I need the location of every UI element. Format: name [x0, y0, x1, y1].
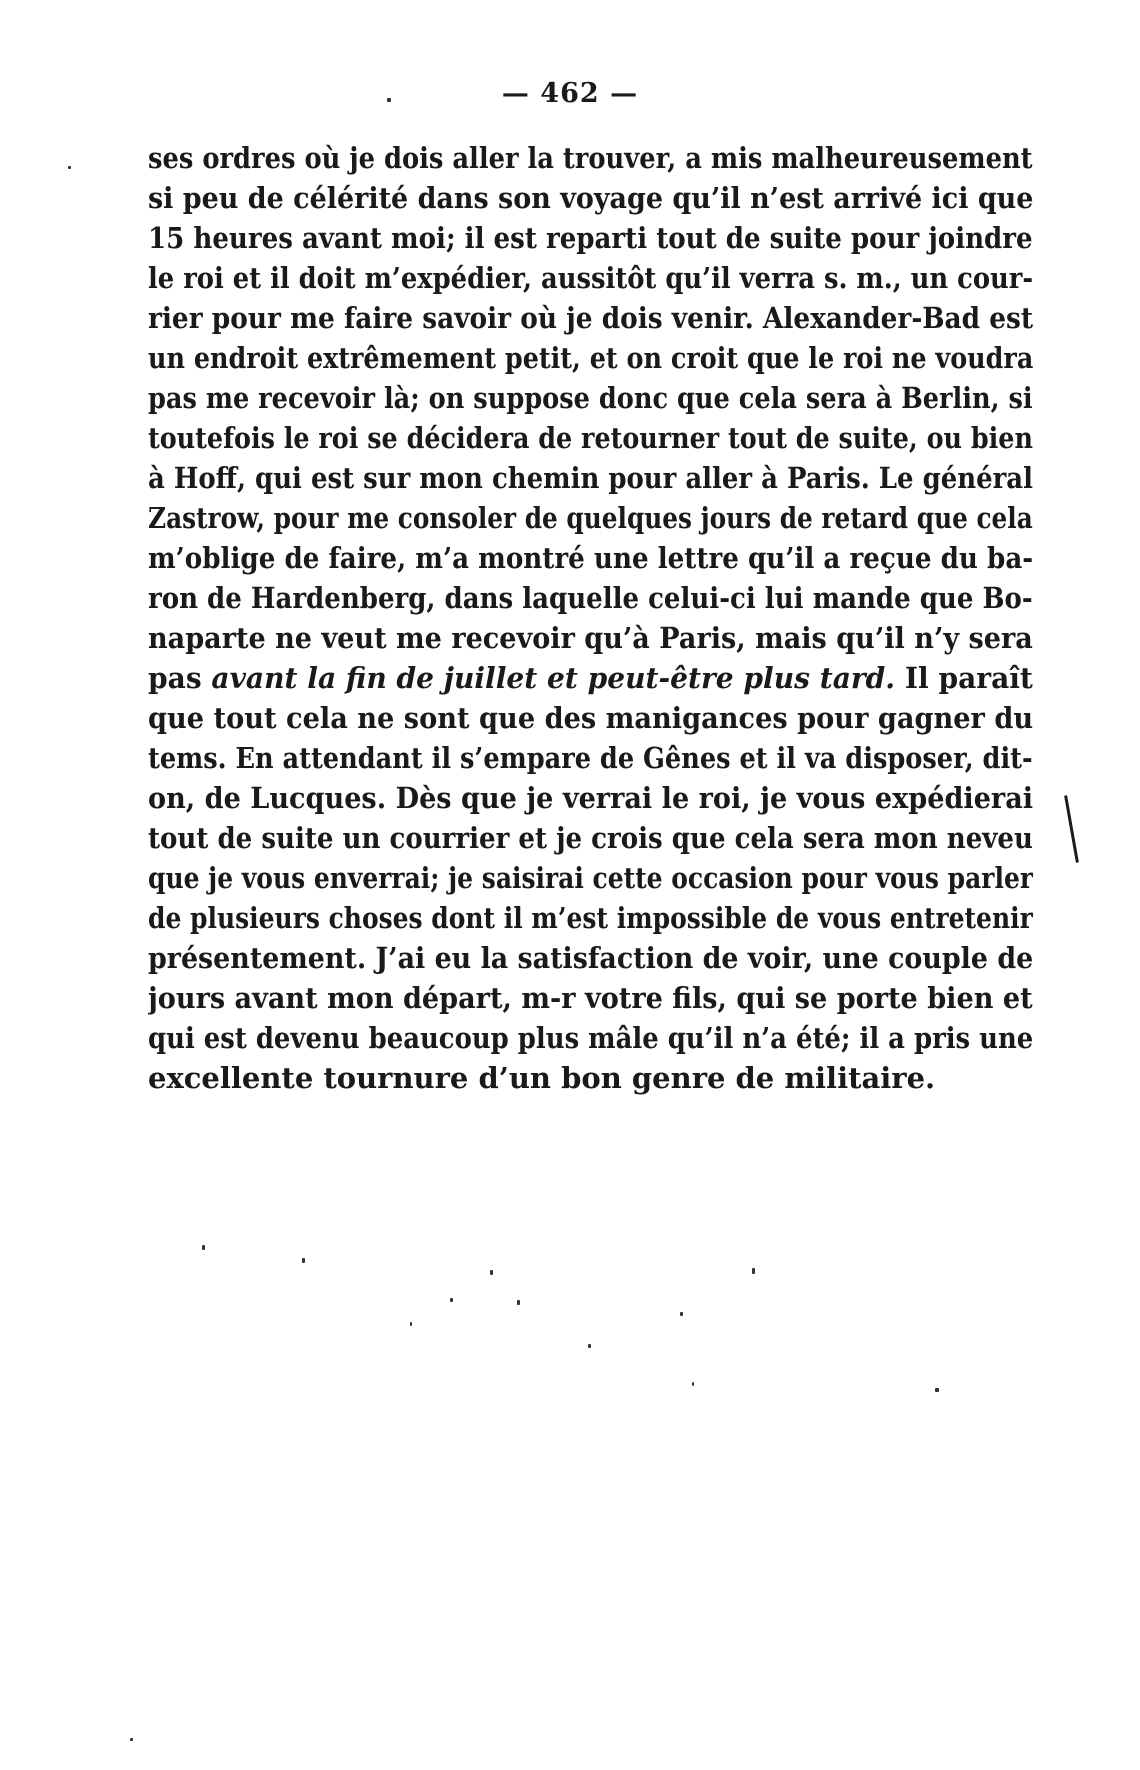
- print-speck: [752, 1268, 755, 1274]
- text-line: 15 heures avant moi; il est reparti tout de suite pour joindre: [148, 221, 1033, 255]
- print-speck: [450, 1298, 453, 1302]
- text-line: un endroit extrêmement petit, et on croit que le roi ne voudra: [148, 341, 1033, 375]
- text-line: [148, 658, 1033, 698]
- page-number: — 462 —: [501, 78, 639, 109]
- print-speck: [680, 1312, 683, 1316]
- print-speck: [935, 1388, 939, 1392]
- text-segment: pas: [148, 661, 212, 695]
- print-speck: [517, 1300, 520, 1305]
- text-line: tout de suite un courrier et je crois que cela sera mon neveu: [148, 821, 1033, 855]
- text-line: présentement. J’ai eu la satisfaction de voir, une couple de: [148, 941, 1033, 975]
- text-line: naparte ne veut me recevoir qu’à Paris, mais qu’il n’y sera: [148, 621, 1033, 655]
- text-line: toutefois le roi se décidera de retourner tout de suite, ou bien: [148, 421, 1033, 455]
- text-line: Zastrow, pour me consoler de quelques jours de retard que cela: [148, 501, 1033, 535]
- text-line: qui est devenu beaucoup plus mâle qu’il n’a été; il a pris une: [148, 1021, 1033, 1055]
- print-speck: [68, 166, 71, 169]
- italic-phrase: avant la fin de juillet et peut-être plus tard.: [211, 661, 896, 695]
- text-line: ses ordres où je dois aller la trouver, a mis malheureusement: [148, 141, 1033, 175]
- text-line: si peu de célérité dans son voyage qu’il n’est arrivé ici que: [148, 181, 1033, 215]
- body-text: [148, 138, 1033, 1098]
- print-speck: [588, 1344, 591, 1348]
- text-line: de plusieurs choses dont il m’est impossible de vous entretenir: [148, 901, 1033, 935]
- text-line: on, de Lucques. Dès que je verrai le roi, je vous expédierai: [148, 781, 1033, 815]
- text-line: que tout cela ne sont que des manigances pour gagner du: [148, 701, 1033, 735]
- text-line: à Hoff, qui est sur mon chemin pour aller à Paris. Le général: [148, 461, 1033, 495]
- text-line: que je vous enverrai; je saisirai cette occasion pour vous parler: [148, 861, 1033, 895]
- text-line: ron de Hardenberg, dans laquelle celui-ci lui mande que Bo-: [148, 581, 1033, 615]
- text-line: le roi et il doit m’expédier, aussitôt qu’il verra s. m., un cour-: [148, 261, 1033, 295]
- text-line: excellente tournure d’un bon genre de militaire.: [148, 1061, 936, 1095]
- text-line: rier pour me faire savoir où je dois venir. Alexander-Bad est: [148, 301, 1033, 335]
- print-speck: [302, 1258, 305, 1263]
- text-line: tems. En attendant il s’empare de Gênes et il va disposer, dit-: [148, 741, 1033, 775]
- print-speck: [387, 98, 391, 102]
- margin-mark: [1064, 795, 1079, 862]
- print-speck: [410, 1322, 412, 1326]
- print-speck: [202, 1245, 205, 1250]
- print-speck: [490, 1270, 493, 1275]
- text-line: jours avant mon départ, m-r votre fils, qui se porte bien et: [148, 981, 1033, 1015]
- text-line: m’oblige de faire, m’a montré une lettre qu’il a reçue du ba-: [148, 541, 1033, 575]
- text-line: pas me recevoir là; on suppose donc que cela sera à Berlin, si: [148, 381, 1033, 415]
- print-speck: [130, 1738, 133, 1741]
- text-segment: Il paraît: [895, 661, 1033, 695]
- print-speck: [692, 1382, 694, 1386]
